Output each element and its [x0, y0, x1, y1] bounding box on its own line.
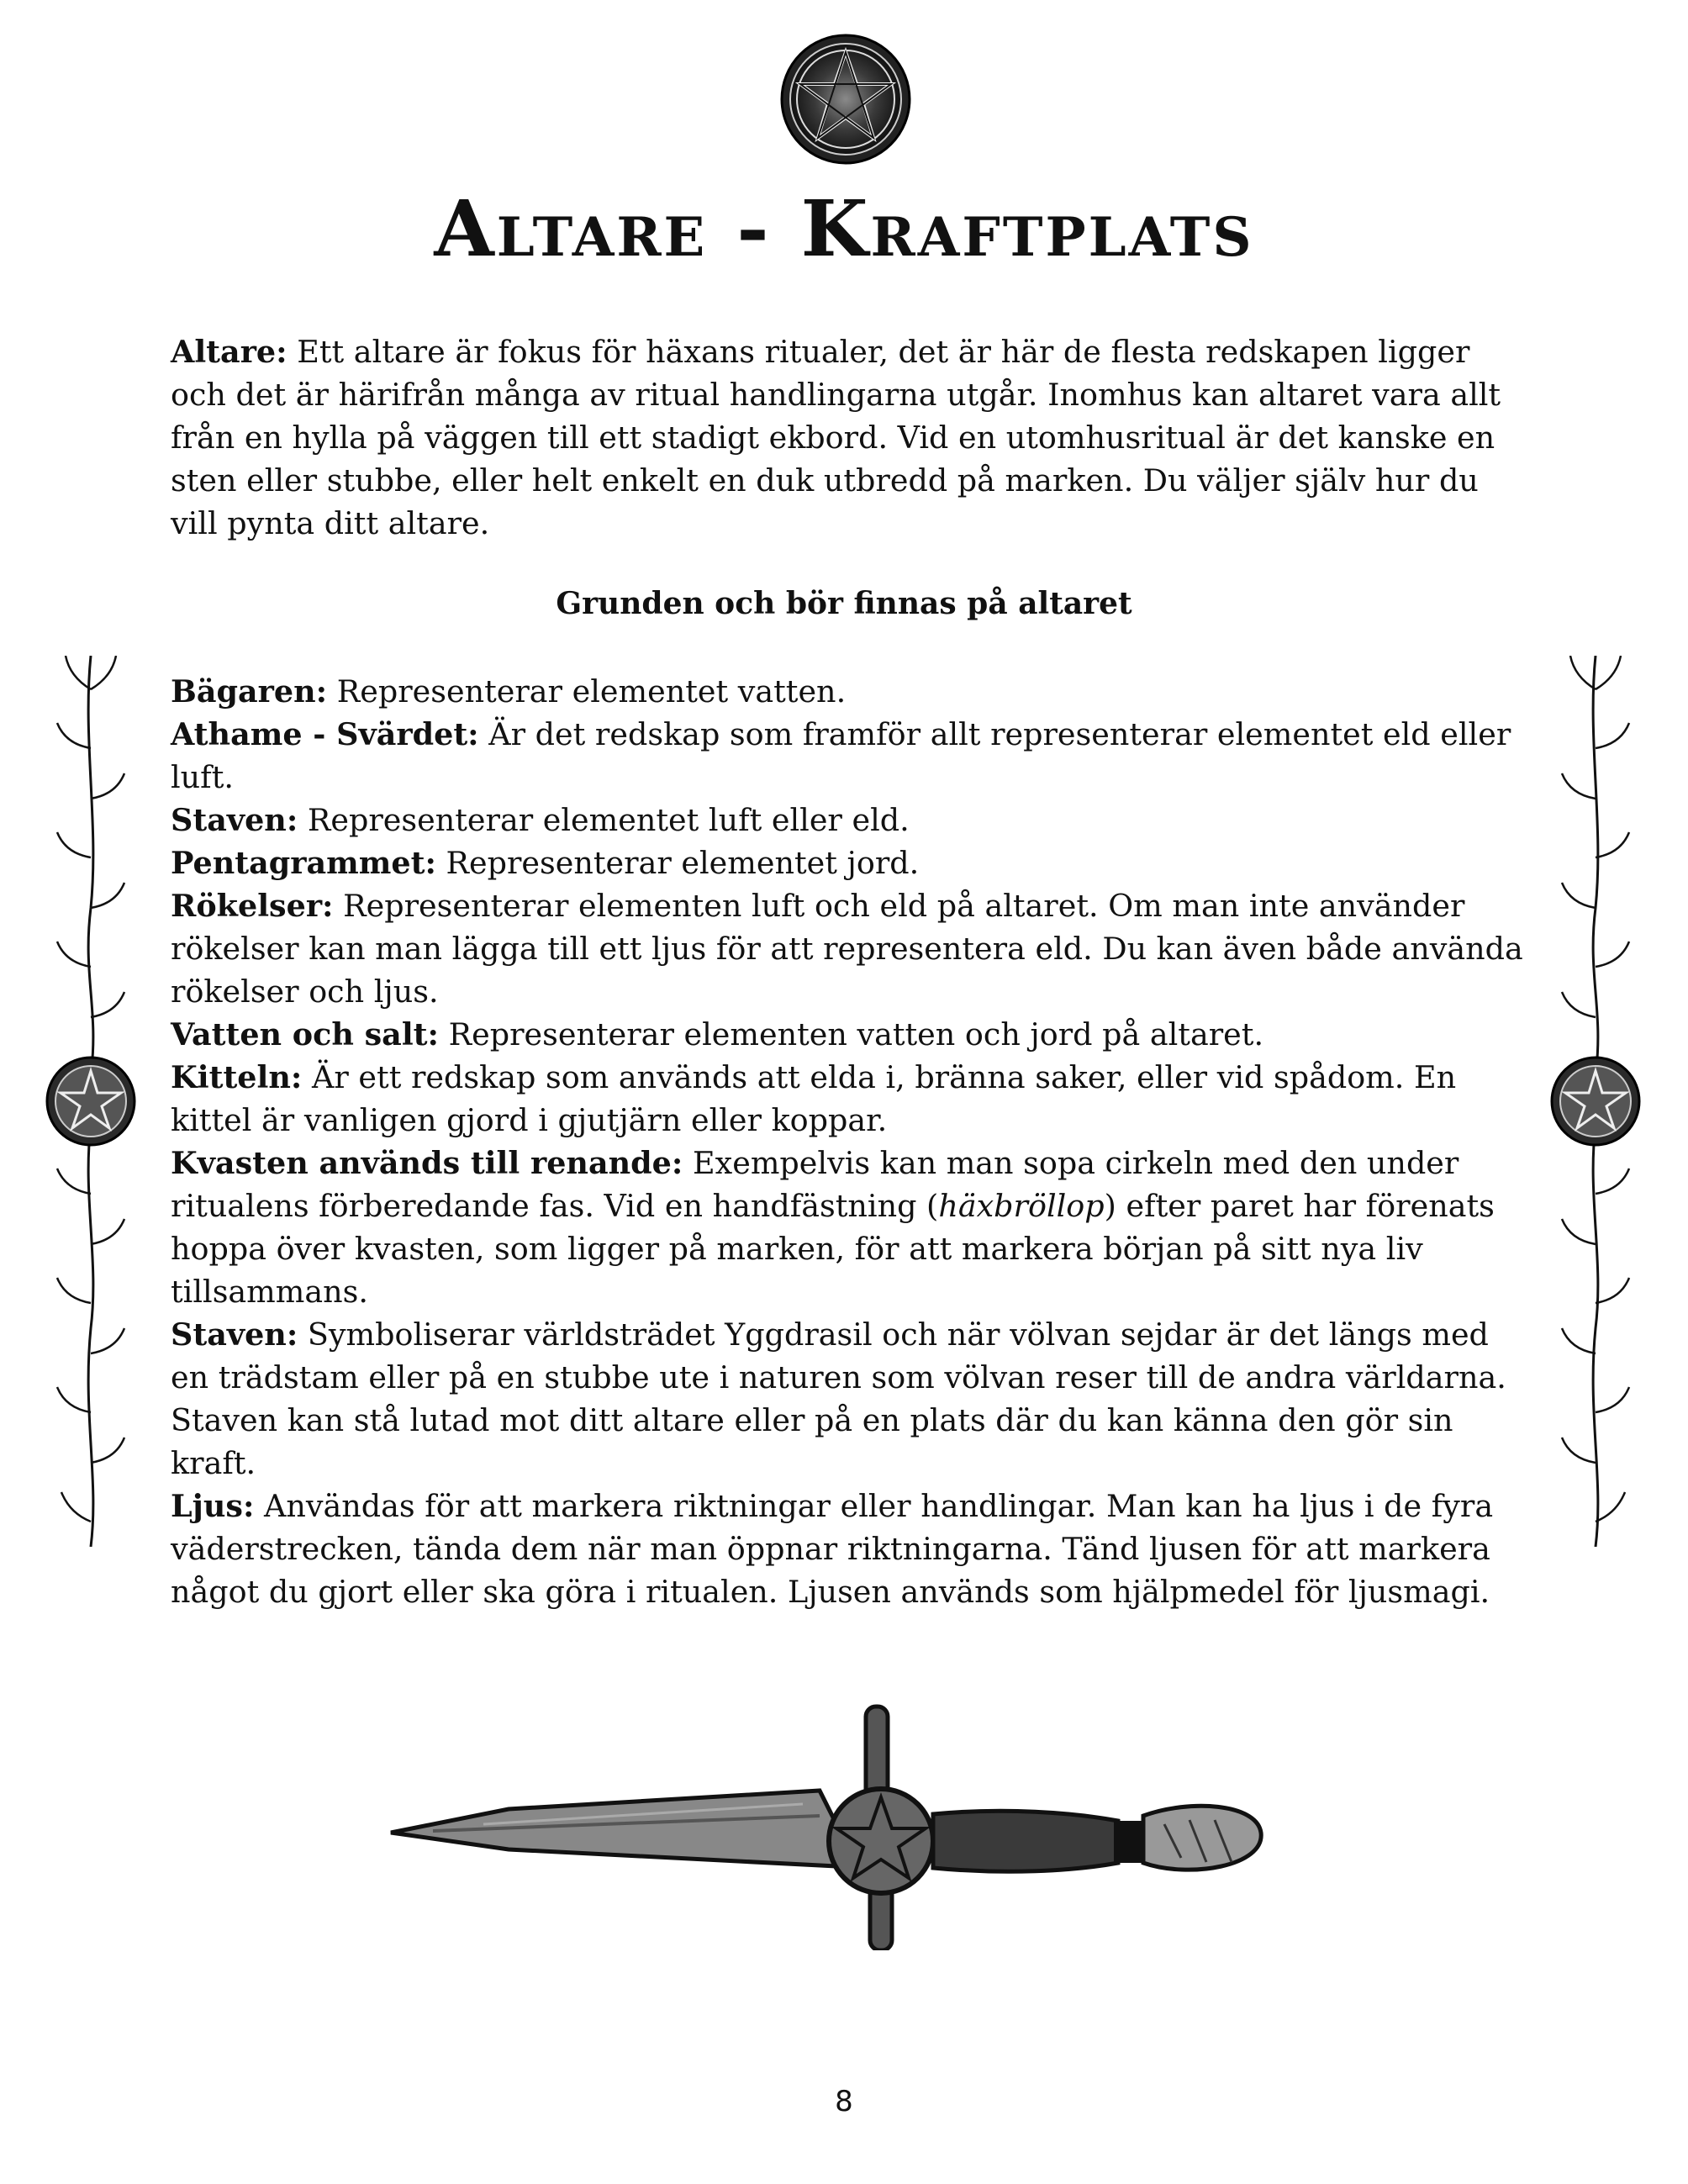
item-label: Staven: — [171, 1316, 298, 1353]
pentagram-seal-icon — [778, 32, 913, 166]
item-label: Staven: — [171, 802, 298, 838]
item-label: Rökelser: — [171, 888, 334, 924]
item-text: Är ett redskap som används att elda i, bränna saker, eller vid spådom. En kittel är vanligen gjord i gjutjärn eller koppar. — [171, 1059, 1457, 1138]
list-item — [171, 670, 1524, 713]
page-title: Altare - Kraftplats — [434, 183, 1254, 274]
altar-items-list — [171, 670, 1524, 1613]
item-text: Representerar elementen luft och eld på altaret. Om man inte använder rökelser kan man lägga till ett ljus för att representera eld. Du kan även både använda rökelser och ljus. — [171, 888, 1523, 1010]
list-item — [171, 1013, 1524, 1056]
vine-border-left-icon — [40, 656, 141, 1547]
item-italic-term: häxbröllop — [938, 1188, 1105, 1224]
list-item — [171, 1313, 1524, 1485]
item-label: Athame - Svärdet: — [171, 716, 479, 752]
item-text: Representerar elementet vatten. — [327, 673, 847, 710]
item-text-continued: ) efter paret har förenats hoppa över kvasten, som ligger på marken, för att markera början på sitt nya liv tillsammans. — [171, 1188, 1495, 1310]
item-label: Kitteln: — [171, 1059, 303, 1095]
list-item — [171, 1056, 1524, 1142]
intro-label: Altare: — [171, 334, 287, 370]
list-item — [171, 713, 1524, 799]
athame-dagger-icon — [382, 1698, 1274, 1950]
page-number: 8 — [835, 2085, 853, 2118]
item-text: Symboliserar världsträdet Yggdrasil och när völvan sejdar är det längs med en trädstam eller på en stubbe ute i naturen som völvan reser till de andra världarna. Staven kan stå lutad mot ditt altare eller på en plats där du kan känna den gör sin kraft. — [171, 1316, 1506, 1481]
list-item — [171, 1142, 1524, 1313]
item-text: Exempelvis kan man sopa cirkeln med den under ritualens förberedande fas. Vid en handfästning ( — [171, 1145, 1459, 1224]
item-label: Vatten och salt: — [171, 1016, 440, 1052]
intro-text: Ett altare är fokus för häxans ritualer, det är här de flesta redskapen ligger och det är härifrån många av ritual handlingarna utgår. Inomhus kan altaret vara allt från en hylla på väggen till ett stadigt ekbord. Vid en utomhusritual är det kanske en sten eller stubbe, eller helt enkelt en duk utbredd på marken. Du väljer själv hur du vill pynta ditt altare. — [171, 334, 1501, 541]
item-text: Representerar elementen vatten och jord på altaret. — [439, 1016, 1264, 1052]
section-heading: Grunden och bör finnas på altaret — [556, 586, 1132, 621]
item-text: Representerar elementet jord. — [435, 845, 920, 881]
list-item — [171, 884, 1524, 1013]
item-label: Bägaren: — [171, 673, 328, 710]
list-item — [171, 841, 1524, 884]
list-item — [171, 1485, 1524, 1613]
item-text: Representerar elementet luft eller eld. — [298, 802, 910, 838]
item-label: Kvasten används till renande: — [171, 1145, 683, 1181]
item-label: Pentagrammet: — [171, 845, 436, 881]
item-text: Användas för att markera riktningar eller handlingar. Man kan ha ljus i de fyra väderstrecken, tända dem när man öppnar riktningarna. Tänd ljusen för att markera något du gjort eller ska göra i ritualen. Ljusen används som hjälpmedel för ljusmagi. — [171, 1488, 1494, 1610]
list-item — [171, 799, 1524, 841]
intro-paragraph — [171, 330, 1524, 545]
vine-border-right-icon — [1545, 656, 1646, 1547]
item-label: Ljus: — [171, 1488, 255, 1524]
item-text: Är det redskap som framför allt representerar elementet eld eller luft. — [171, 716, 1511, 795]
